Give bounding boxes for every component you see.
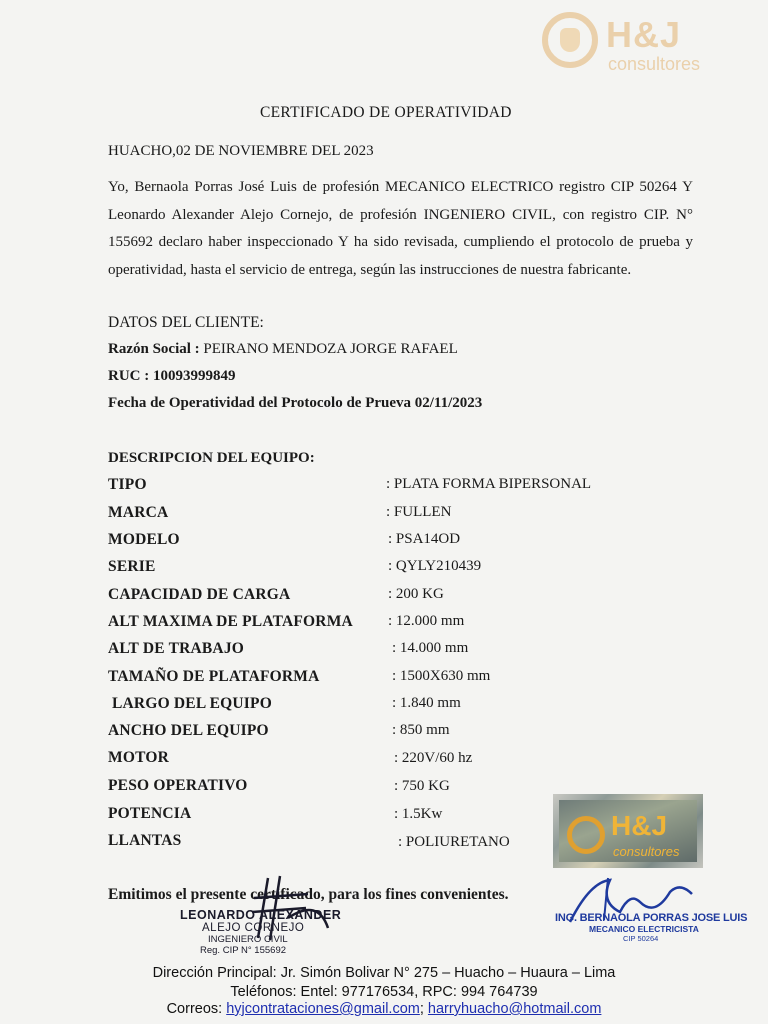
razon-social-value: PEIRANO MENDOZA JORGE RAFAEL bbox=[203, 341, 458, 357]
email-separator: ; bbox=[419, 1001, 424, 1017]
spec-label: MODELO bbox=[108, 531, 180, 548]
stamp-left-name: LEONARDO ALEXANDER bbox=[180, 908, 342, 922]
stamp-left-profession: INGENIERO CIVIL bbox=[208, 934, 288, 945]
company-logo bbox=[540, 8, 730, 80]
logo-subtitle: consultores bbox=[608, 54, 701, 74]
spec-value: : 200 KG bbox=[388, 586, 444, 602]
spec-value: : 1500X630 mm bbox=[392, 668, 491, 684]
spec-value: : 14.000 mm bbox=[392, 640, 469, 656]
closing-statement: Emitimos el presente certificado, para los fines convenientes. bbox=[108, 886, 509, 903]
stamp-right-profession: MECANICO ELECTRICISTA bbox=[589, 924, 699, 934]
spec-value: : FULLEN bbox=[386, 504, 452, 520]
lion-logo-icon bbox=[567, 816, 605, 854]
email-link-2[interactable]: harryhuacho@hotmail.com bbox=[427, 1001, 602, 1017]
spec-label: LLANTAS bbox=[108, 832, 182, 849]
razon-social bbox=[108, 341, 458, 358]
logo-brand: H&J bbox=[606, 14, 682, 55]
spec-label: MOTOR bbox=[108, 749, 169, 766]
footer-emails-label: Correos: bbox=[166, 1001, 223, 1017]
hologram-brand: H&J bbox=[611, 810, 668, 841]
hologram-subtitle: consultores bbox=[613, 844, 680, 859]
spec-label: SERIE bbox=[108, 558, 156, 575]
spec-label: LARGO DEL EQUIPO bbox=[112, 695, 272, 712]
equipo-heading: DESCRIPCION DEL EQUIPO: bbox=[108, 450, 315, 466]
client-heading: DATOS DEL CLIENTE: bbox=[108, 314, 264, 331]
stamp-left-reg: Reg. CIP N° 155692 bbox=[200, 945, 287, 956]
spec-label: ALT MAXIMA DE PLATAFORMA bbox=[108, 613, 353, 630]
spec-label: PESO OPERATIVO bbox=[108, 777, 248, 794]
spec-label: TAMAÑO DE PLATAFORMA bbox=[108, 668, 320, 685]
razon-social-label: Razón Social : bbox=[108, 341, 200, 357]
spec-value: : 1.840 mm bbox=[392, 695, 461, 711]
fecha-line: Fecha de Operatividad del Protocolo de Prueva 02/11/2023 bbox=[108, 395, 483, 411]
spec-label: MARCA bbox=[108, 504, 169, 521]
spec-value: : PSA14OD bbox=[388, 531, 461, 547]
spec-label: ALT DE TRABAJO bbox=[108, 640, 245, 657]
lion-logo-icon bbox=[542, 12, 598, 68]
email-link-1[interactable]: hyjcontrataciones@gmail.com bbox=[226, 1001, 420, 1017]
ruc-line: RUC : 10093999849 bbox=[108, 368, 236, 384]
spec-label: ANCHO DEL EQUIPO bbox=[108, 722, 269, 739]
spec-value: : 220V/60 hz bbox=[394, 750, 473, 766]
footer-phones: Teléfonos: Entel: 977176534, RPC: 994 764739 bbox=[230, 984, 538, 1000]
spec-label: TIPO bbox=[108, 476, 147, 493]
spec-value: : QYLY210439 bbox=[388, 558, 482, 574]
stamp-right bbox=[555, 912, 747, 943]
intro-paragraph: Yo, Bernaola Porras José Luis de profesión MECANICO ELECTRICO registro CIP 50264 Y Leonardo Alexander Alejo Cornejo, de profesión INGENIERO CIVIL, con registro CIP. N° 155692 declaro haber inspeccionado Y ha sido revisada, cumpliendo el protocolo de prueba y operatividad, hasta el servicio de entrega, según las instrucciones de nuestra fabricante. bbox=[108, 179, 693, 278]
date-line: HUACHO,02 DE NOVIEMBRE DEL 2023 bbox=[108, 143, 374, 159]
hologram-seal bbox=[553, 794, 703, 868]
footer-address: Dirección Principal: Jr. Simón Bolivar N° 275 – Huacho – Huaura – Lima bbox=[152, 965, 616, 981]
spec-value: : 12.000 mm bbox=[388, 613, 465, 629]
stamp-right-cip: CIP 50264 bbox=[623, 934, 659, 943]
document-title: CERTIFICADO DE OPERATIVIDAD bbox=[260, 104, 512, 121]
spec-value: : 1.5Kw bbox=[394, 806, 443, 822]
spec-value: : PLATA FORMA BIPERSONAL bbox=[386, 476, 592, 492]
spec-label: POTENCIA bbox=[108, 805, 192, 822]
spec-value: : 850 mm bbox=[392, 722, 450, 738]
stamp-left-surname: ALEJO CORNEJO bbox=[202, 922, 305, 934]
stamp-left bbox=[180, 908, 341, 956]
footer-emails bbox=[0, 1001, 768, 1017]
spec-label: CAPACIDAD DE CARGA bbox=[108, 586, 291, 603]
spec-value: : 750 KG bbox=[394, 778, 450, 794]
stamp-right-name: ING. BERNAOLA PORRAS JOSE LUIS bbox=[555, 912, 748, 924]
spec-value: : POLIURETANO bbox=[398, 834, 510, 850]
